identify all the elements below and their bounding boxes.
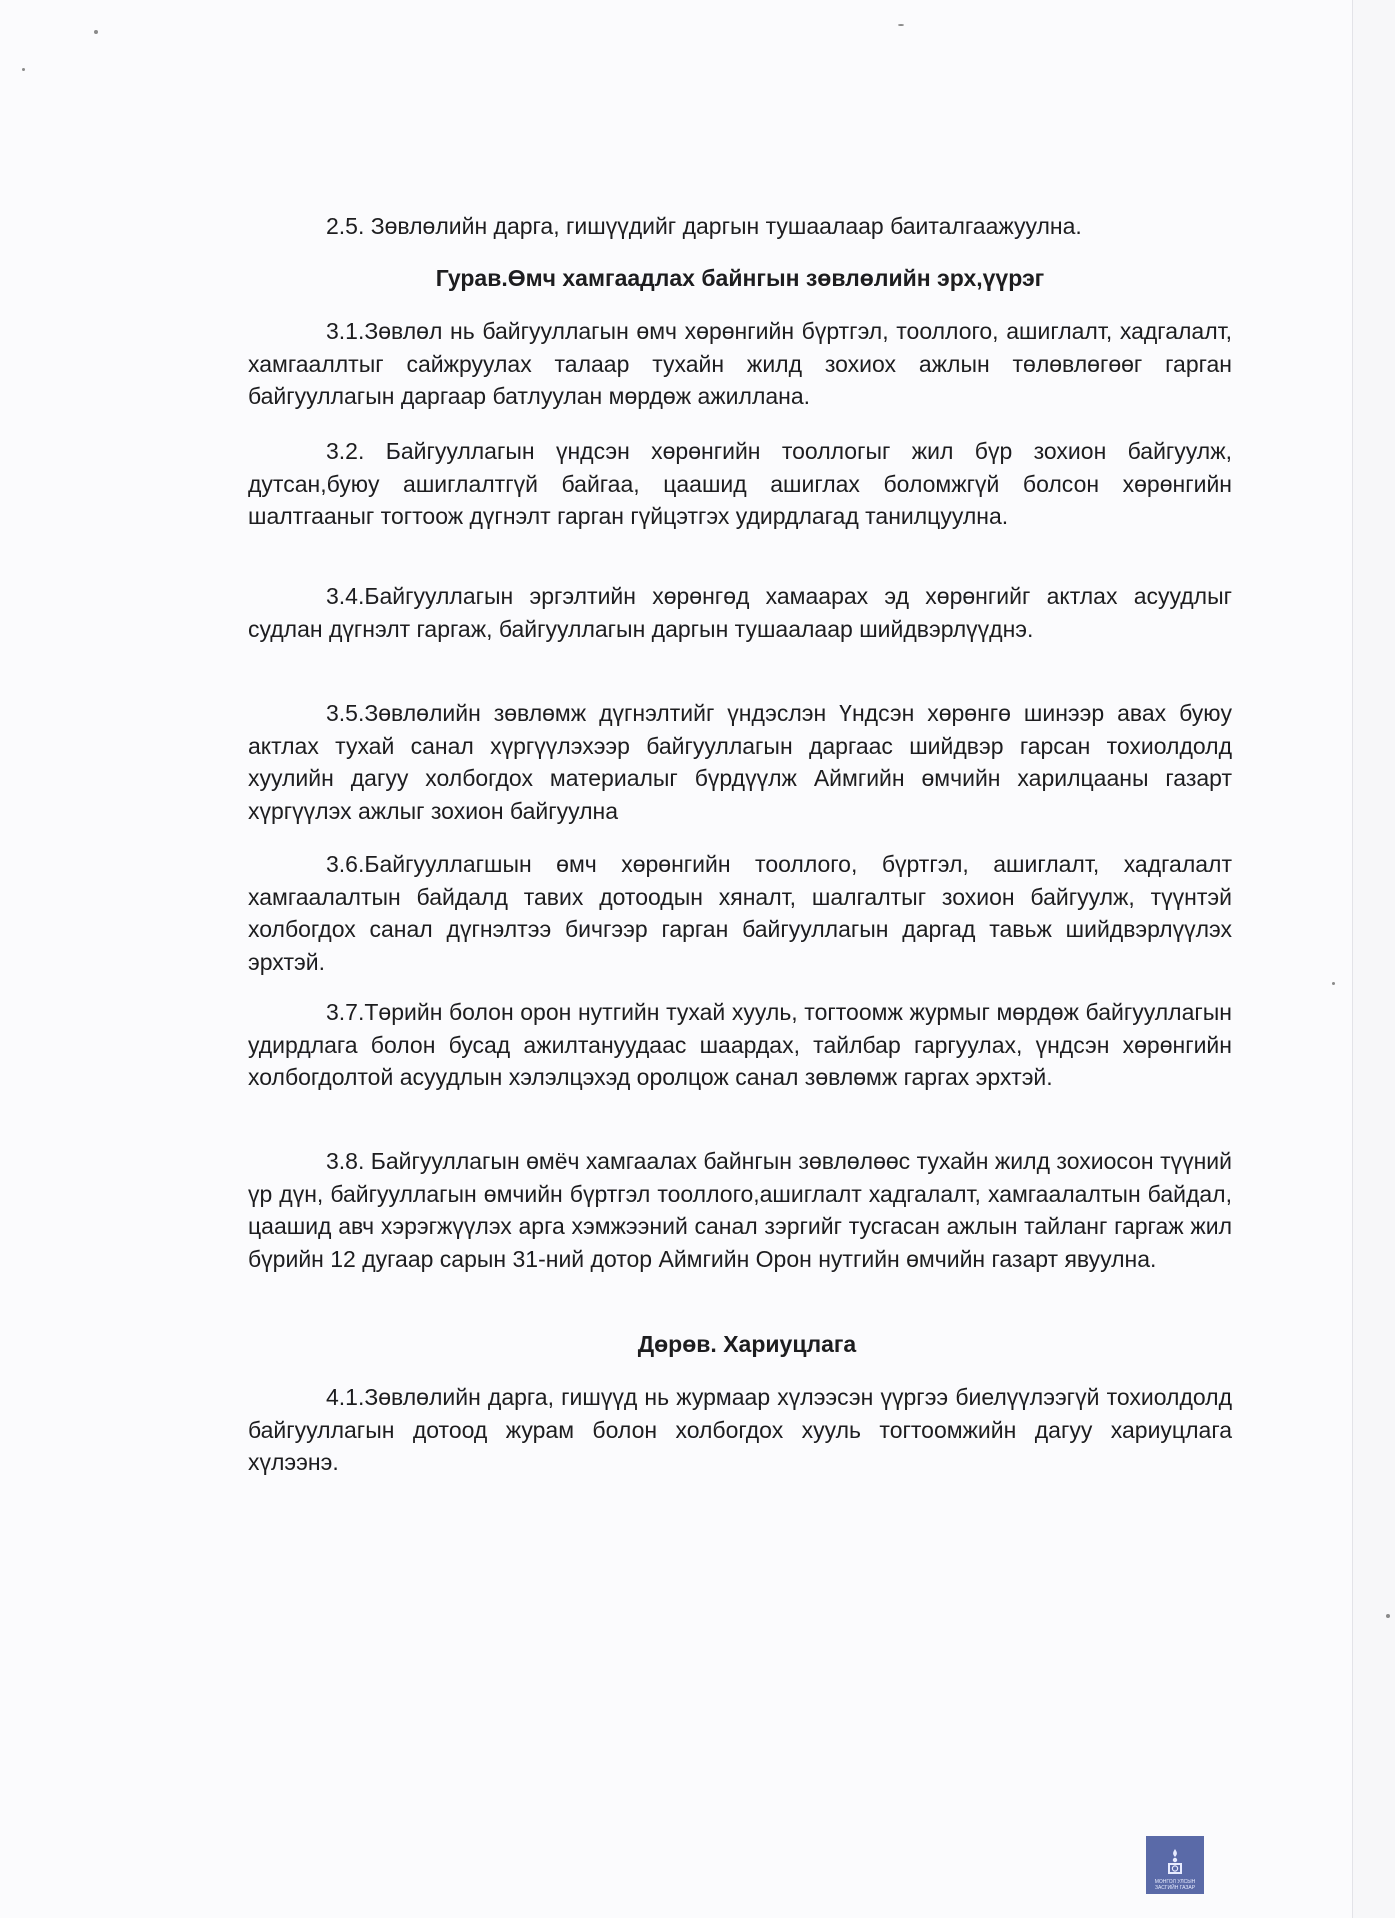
paragraph-3-1: 3.1.Зөвлөл нь байгууллагын өмч хөрөнгийн бүртгэл, тооллого, ашиглалт, хадгалалт, хамгааллтыг сайжруулах талаар тухайн жилд зохиох ажлын төлөвлөгөөг гарган байгууллагын даргаар батлуулан мөрдөж ажиллана. bbox=[248, 318, 1232, 409]
scan-speck bbox=[898, 24, 904, 26]
scan-speck bbox=[22, 68, 25, 71]
paragraph-3-2: 3.2. Байгууллагын үндсэн хөрөнгийн тооллогыг жил бүр зохион байгуулж, дутсан,буюу ашиглалтгүй байгаа, цаашид ашиглах боломжгүй болсон хөрөнгийн шалтгааныг тогтоож дүгнэлт гарган гүйцэтгэх удирдлагад танилцуулна. bbox=[248, 438, 1232, 529]
paragraph-3-8: 3.8. Байгууллагын өмёч хамгаалах байнгын зөвлөлөөс тухайн жилд зохиосон түүний үр дүн, байгууллагын өмчийн бүртгэл тооллого,ашиглалт хадгалалт, хамгаалалтын байдал, цаашид авч хэрэгжүүлэх арга хэмжээний санал зэргийг тусгасан ажлын тайланг гаргаж жил бүрийн 12 дугаар сарын 31-ний дотор Аймгийн Орон нутгийн өмчийн газарт явуулна. bbox=[248, 1148, 1232, 1272]
stamp-line-2: ЗАСГИЙН ГАЗАР bbox=[1154, 1885, 1196, 1891]
paragraph-4-1: 4.1.Зөвлөлийн дарга, гишүүд нь журмаар хүлээсэн үүргээ биелүүлээгүй тохиолдолд байгууллагын дотоод журам болон холбогдох хууль тогтоомжийн дагуу хариуцлага хүлээнэ. bbox=[248, 1384, 1232, 1475]
paragraph-3-7: 3.7.Төрийн болон орон нутгийн тухай хууль, тогтоомж журмыг мөрдөж байгууллагын удирдлага болон бусад ажилтануудаас шаардах, тайлбар гаргуулах, үндсэн хөрөнгийн холбогдолтой асуудлын хэлэлцэхэд оролцож санал зөвлөмж гаргах эрхтэй. bbox=[248, 999, 1232, 1090]
section-heading-4: Дөрөв. Хариуцлага bbox=[637, 1331, 857, 1357]
soyombo-icon bbox=[1165, 1848, 1185, 1876]
scan-speck bbox=[1386, 1614, 1390, 1618]
paragraph-2-5: 2.5. Зөвлөлийн дарга, гишүүдийг даргын тушаалаар баиталгаажуулна. bbox=[326, 213, 1082, 239]
section-heading-3: Гурав.Өмч хамгаадлах байнгын зөвлөлийн эрх,үүрэг bbox=[435, 265, 1045, 291]
stamp-line-1: МОНГОЛ УЛСЫН bbox=[1154, 1879, 1196, 1885]
government-emblem-stamp bbox=[1146, 1836, 1204, 1894]
paragraph-3-6: 3.6.Байгууллагшын өмч хөрөнгийн тооллого, бүртгэл, ашиглалт, хадгалалт хамгаалалтын байдалд тавих дотоодын хяналт, шалгалтыг зохион байгуулж, түүнтэй холбогдох санал дүгнэлтээ бичгээр гарган байгууллагын даргад тавьж шийдвэрлүүлэх эрхтэй. bbox=[248, 851, 1232, 975]
scan-speck bbox=[94, 30, 98, 34]
paragraph-3-5: 3.5.Зөвлөлийн зөвлөмж дүгнэлтийг үндэслэн Үндсэн хөрөнгө шинээр авах буюу актлах тухай санал хүргүүлэхээр байгууллагын даргаас шийдвэр гарсан тохиолдолд хуулийн дагуу холбогдох материалыг бүрдүүлж Аймгийн өмчийн харилцааны газарт хүргүүлэх ажлыг зохион байгуулна bbox=[248, 700, 1232, 824]
scan-speck bbox=[1332, 982, 1335, 985]
paragraph-3-4: 3.4.Байгууллагын эргэлтийн хөрөнгөд хамаарах эд хөрөнгийг актлах асуудлыг судлан дүгнэлт гаргаж, байгууллагын даргын тушаалаар шийдвэрлүүднэ. bbox=[248, 583, 1232, 642]
